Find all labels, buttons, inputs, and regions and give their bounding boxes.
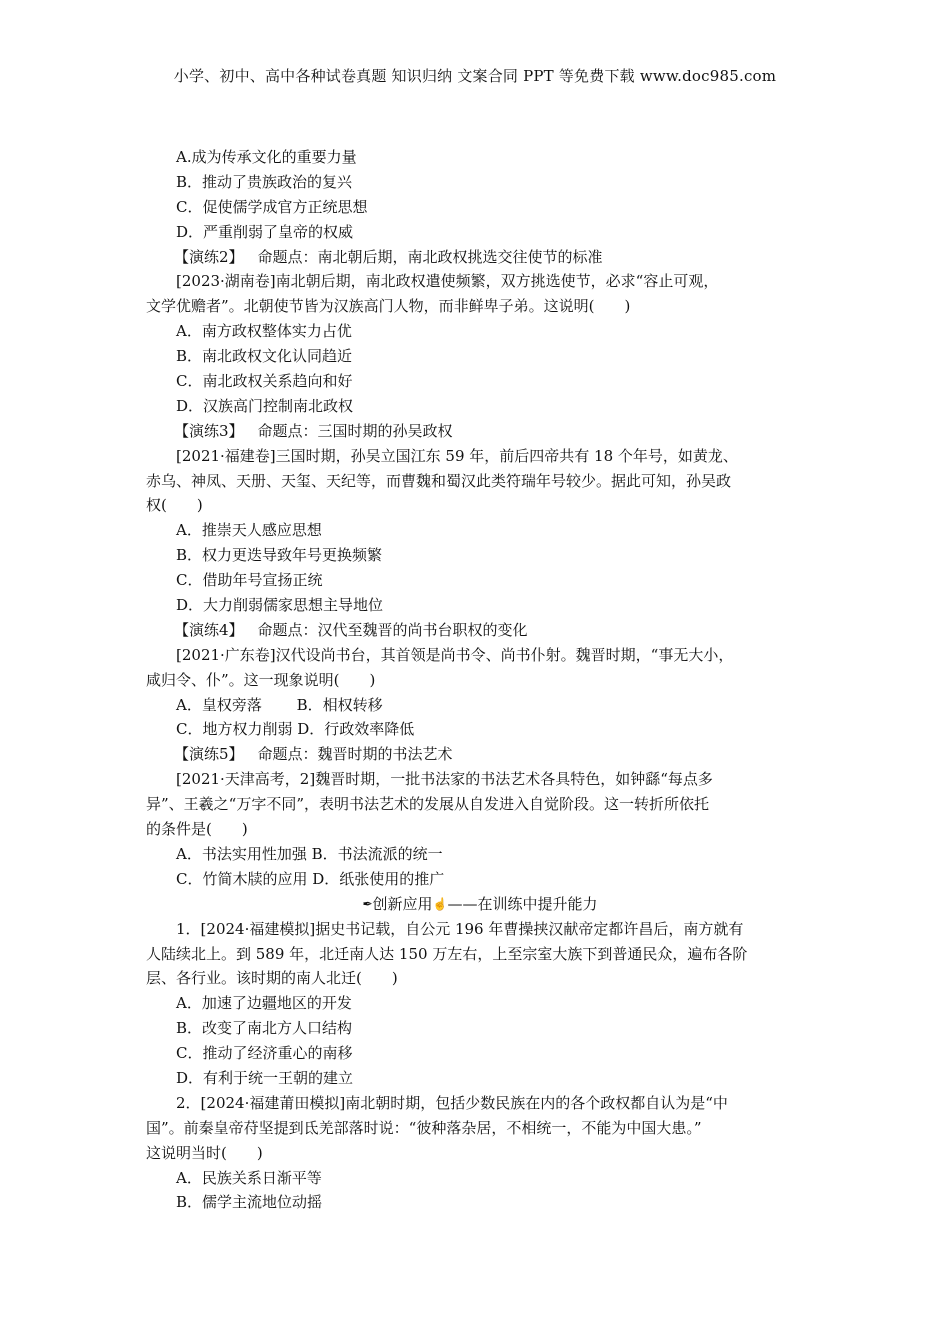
drill4-heading [146, 618, 814, 643]
practice1-option-b: B．改变了南北方人口结构 [176, 1019, 353, 1038]
practice2-stem-line: 这说明当时( ) [146, 1143, 263, 1162]
drill4-topic: 命题点：汉代至魏晋的尚书台职权的变化 [257, 620, 528, 639]
drill3-heading [146, 419, 814, 444]
drill5-options-cd: C．竹简木牍的应用 D．纸张使用的推广 [176, 869, 445, 888]
q1-option-b: B．推动了贵族政治的复兴 [176, 172, 353, 191]
section-heading [146, 892, 814, 917]
q1-option-d: D．严重削弱了皇帝的权威 [176, 222, 354, 241]
practice1-stem-line: 1．[2024·福建模拟]据史书记载，自公元 196 年曹操挟汉献帝定都许昌后，南方就有 [176, 919, 744, 938]
practice1-stem-line: 人陆续北上。到 589 年，北迁南人达 150 万左右，上至宗室大族下到普通民众，遍布各阶 [146, 944, 748, 963]
drill3-topic: 命题点：三国时期的孙吴政权 [257, 421, 453, 440]
drill5-stem-line: 异”、王羲之“万字不同”，表明书法艺术的发展从自发进入自觉阶段。这一转折所依托 [146, 795, 710, 814]
drill2-topic: 命题点：南北朝后期，南北政权挑选交往使节的标准 [257, 247, 603, 266]
drill5-heading [146, 742, 814, 767]
drill2-option-b: B．南北政权文化认同趋近 [176, 347, 353, 366]
drill5-topic: 命题点：魏晋时期的书法艺术 [257, 745, 453, 764]
pen-icon: ✒ [362, 896, 373, 911]
drill2-heading [146, 245, 814, 270]
section-title: 创新应用 [372, 894, 433, 913]
drill3-option-d: D．大力削弱儒家思想主导地位 [176, 596, 384, 615]
drill4-stem-line: [2021·广东卷]汉代设尚书台，其首领是尚书令、尚书仆射。魏晋时期，“事无大小， [176, 645, 734, 664]
drill3-option-b: B．权力更迭导致年号更换频繁 [176, 546, 383, 565]
q1-option-a: A.成为传承文化的重要力量 [176, 148, 357, 166]
practice1-option-d: D．有利于统一王朝的建立 [176, 1068, 354, 1087]
drill3-stem-line: [2021·福建卷]三国时期，孙吴立国江东 59 年，前后四帝共有 18 个年号，如黄龙、 [176, 446, 738, 465]
document-body [146, 145, 814, 1215]
practice1-option-a: A．加速了边疆地区的开发 [176, 994, 352, 1013]
page-header: 小学、初中、高中各种试卷真题 知识归纳 文案合同 PPT 等免费下载 www.doc985.com [173, 67, 777, 85]
drill5-stem-line: [2021·天津高考，2]魏晋时期，一批书法家的书法艺术各具特色，如钟繇“每点多 [176, 770, 713, 789]
drill5-label: 【演练5】 [174, 745, 244, 764]
drill3-stem-line: 权( ) [146, 496, 203, 515]
practice1-stem-line: 层、各行业。该时期的南人北迁( ) [146, 969, 398, 988]
drill4-options-ab: A．皇权旁落 B．相权转移 [176, 695, 383, 714]
drill2-label: 【演练2】 [174, 247, 244, 266]
drill2-stem-line: [2023·湖南卷]南北朝后期，南北政权遣使频繁，双方挑选使节，必求“容止可观， [176, 272, 719, 291]
drill4-options-cd: C．地方权力削弱 D．行政效率降低 [176, 720, 415, 739]
practice2-stem-line: 国”。前秦皇帝苻坚提到氐羌部落时说：“彼种落杂居，不相统一，不能为中国大患。” [146, 1118, 702, 1137]
drill2-option-a: A．南方政权整体实力占优 [176, 322, 352, 341]
drill3-stem-line: 赤乌、神凤、天册、天玺、天纪等，而曹魏和蜀汉此类符瑞年号较少。据此可知，孙吴政 [146, 471, 732, 490]
drill2-option-d: D．汉族高门控制南北政权 [176, 396, 354, 415]
drill2-stem-line: 文学优赡者”。北朝使节皆为汉族高门人物，而非鲜卑子弟。这说明( ) [146, 297, 631, 316]
drill3-label: 【演练3】 [174, 421, 244, 440]
drill4-label: 【演练4】 [174, 620, 244, 639]
drill3-option-c: C．借助年号宣扬正统 [176, 571, 323, 590]
practice2-option-b: B．儒学主流地位动摇 [176, 1193, 323, 1212]
pointing-hand-icon: ☝ [432, 896, 448, 911]
drill3-option-a: A．推崇天人感应思想 [176, 521, 322, 540]
drill2-option-c: C．南北政权关系趋向和好 [176, 372, 353, 391]
section-subtitle: ——在训练中提升能力 [447, 894, 598, 913]
drill5-options-ab: A．书法实用性加强 B．书法流派的统一 [176, 844, 443, 863]
drill4-stem-line: 咸归令、仆”。这一现象说明( ) [146, 670, 376, 689]
practice2-option-a: A．民族关系日渐平等 [176, 1168, 322, 1187]
drill5-stem-line: 的条件是( ) [146, 820, 248, 839]
practice2-stem-line: 2．[2024·福建莆田模拟]南北朝时期，包括少数民族在内的各个政权都自认为是“中 [176, 1093, 728, 1112]
practice1-option-c: C．推动了经济重心的南移 [176, 1044, 353, 1063]
q1-option-c: C．促使儒学成官方正统思想 [176, 197, 368, 216]
